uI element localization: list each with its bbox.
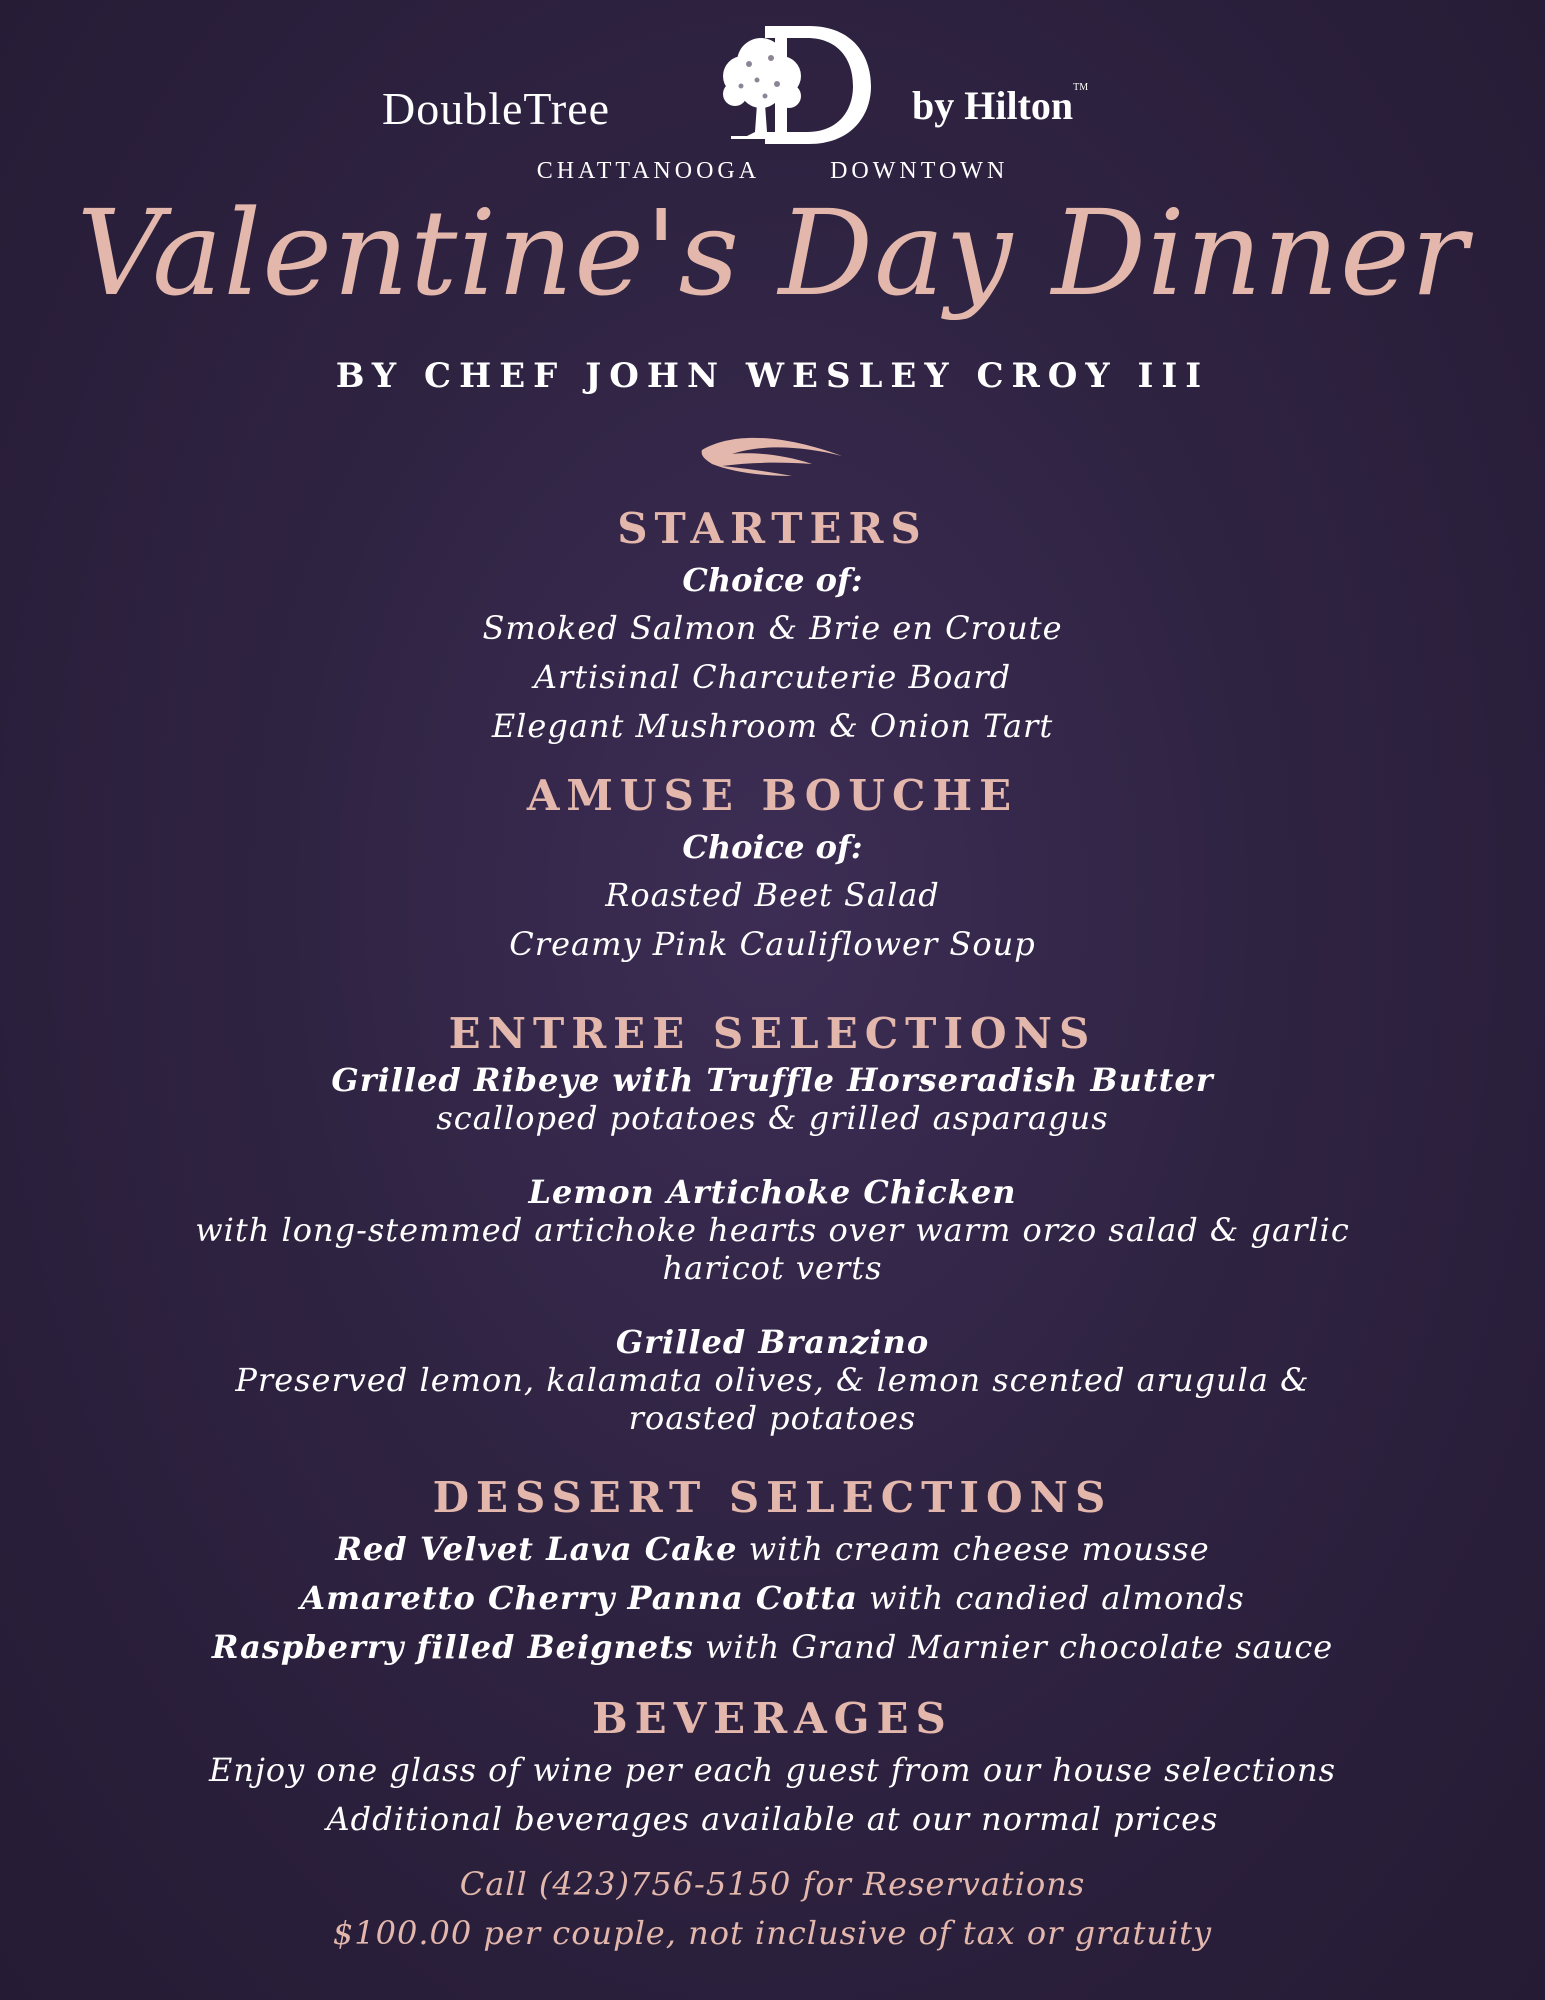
beverage-line: Enjoy one glass of wine per each guest from our house selections — [208, 1751, 1337, 1789]
beverage-line: Additional beverages available at our normal prices — [326, 1800, 1219, 1838]
starter-item: Artisinal Charcuterie Board — [533, 658, 1012, 696]
brand-name-hilton: by Hilton™ — [912, 82, 1089, 128]
desserts-section — [0, 1471, 1545, 1672]
dessert-item — [0, 1623, 1545, 1672]
dessert-name: Raspberry filled Beignets — [211, 1628, 694, 1666]
brand-name-doubletree: DoubleTree — [382, 83, 611, 134]
price-note: $100.00 per couple, not inclusive of tax or gratuity — [332, 1914, 1213, 1952]
footer — [0, 1860, 1545, 1958]
entrees-section — [0, 1007, 1545, 1437]
dessert-name: Red Velvet Lava Cake — [335, 1530, 738, 1568]
amuse-item: Creamy Pink Cauliflower Soup — [509, 925, 1036, 963]
chef-byline: BY CHEF JOHN WESLEY CROY III — [335, 356, 1210, 396]
beverages-heading: BEVERAGES — [592, 1694, 953, 1743]
starters-heading: STARTERS — [617, 504, 928, 553]
amuse-section — [0, 769, 1545, 969]
starter-item: Elegant Mushroom & Onion Tart — [491, 707, 1054, 745]
dessert-description: with cream cheese mousse — [737, 1530, 1210, 1568]
starters-choice-label: Choice of: — [682, 561, 863, 599]
entree-name: Lemon Artichoke Chicken — [528, 1173, 1017, 1211]
trademark-mark: TM — [1073, 82, 1089, 93]
entrees-heading: ENTREE SELECTIONS — [448, 1009, 1097, 1058]
flourish-ornament-icon — [692, 428, 852, 478]
dessert-description: with candied almonds — [857, 1579, 1245, 1617]
dessert-item — [0, 1574, 1545, 1623]
desserts-heading: DESSERT SELECTIONS — [432, 1473, 1113, 1522]
menu-body — [0, 502, 1545, 1958]
reservation-phone: Call (423)756-5150 for Reservations — [459, 1865, 1086, 1903]
location-area: DOWNTOWN — [830, 158, 1009, 184]
dessert-item — [0, 1525, 1545, 1574]
page-title: Valentine's Day Dinner — [76, 184, 1469, 322]
entree-description: with long-stemmed artichoke hearts over warm orzo salad & garlic haricot verts — [195, 1211, 1350, 1287]
dessert-name: Amaretto Cherry Panna Cotta — [300, 1579, 858, 1617]
amuse-item: Roasted Beet Salad — [605, 876, 940, 914]
amuse-choice-label: Choice of: — [682, 828, 863, 866]
doubletree-tree-logo-icon — [713, 20, 873, 150]
entree-name: Grilled Branzino — [615, 1323, 930, 1361]
entree-description: Preserved lemon, kalamata olives, & lemon scented arugula & roasted potatoes — [235, 1361, 1310, 1437]
entree-name: Grilled Ribeye with Truffle Horseradish Butter — [331, 1061, 1214, 1099]
brand-header — [0, 20, 1545, 150]
location-city: CHATTANOOGA — [536, 158, 761, 184]
starters-section — [0, 502, 1545, 751]
beverages-section — [0, 1692, 1545, 1844]
starter-item: Smoked Salmon & Brie en Croute — [482, 609, 1063, 647]
dessert-description: with Grand Marnier chocolate sauce — [693, 1628, 1334, 1666]
entree-description: scalloped potatoes & grilled asparagus — [436, 1099, 1109, 1137]
amuse-heading: AMUSE BOUCHE — [526, 771, 1019, 820]
